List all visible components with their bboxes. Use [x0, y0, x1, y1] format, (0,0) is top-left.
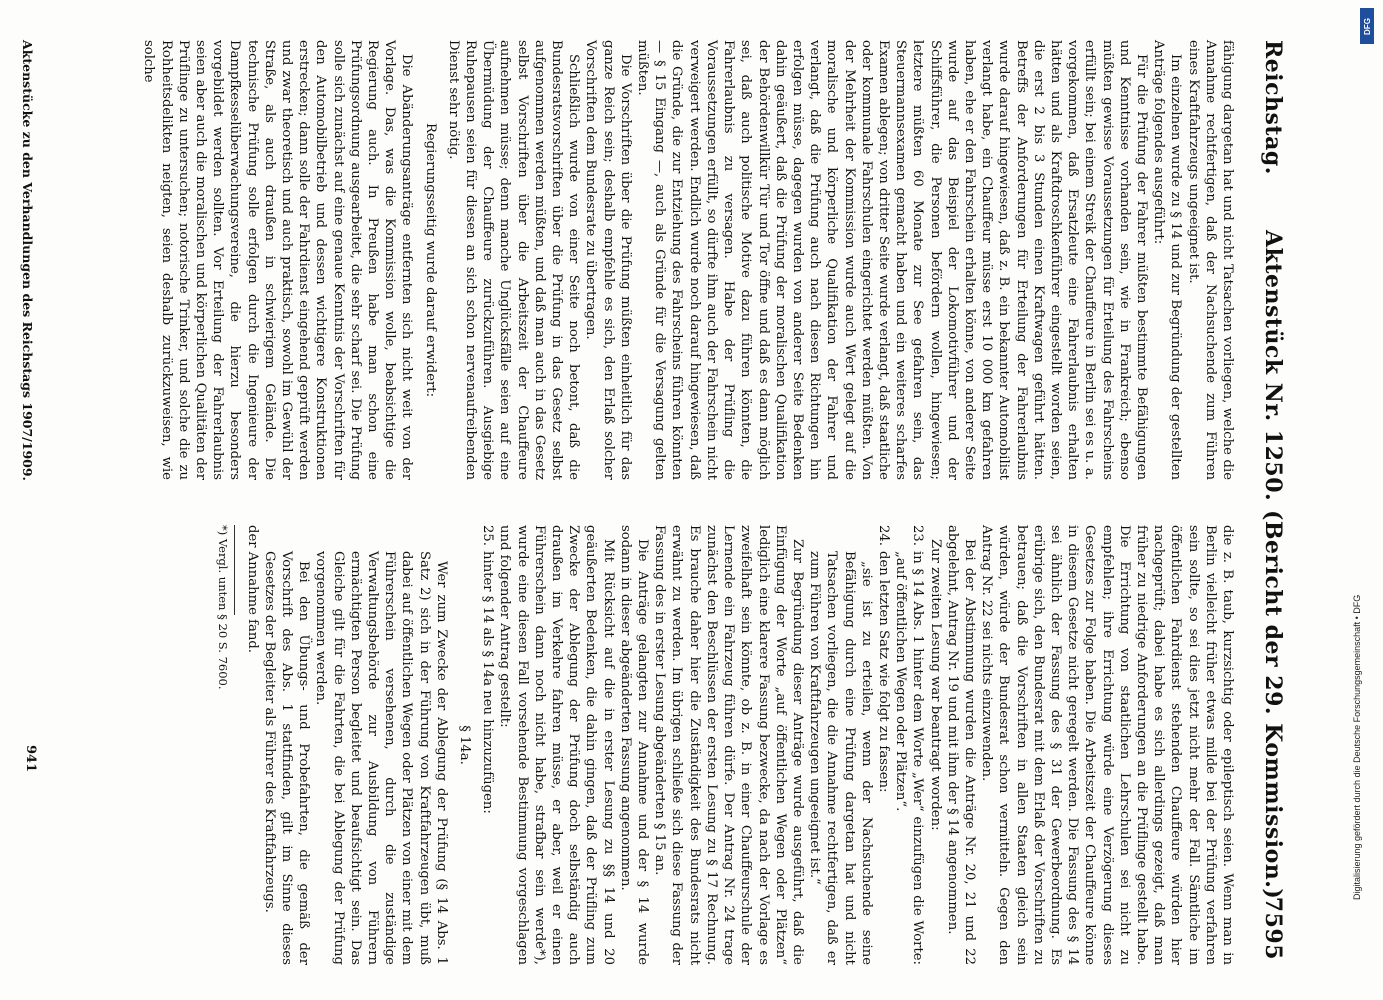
header-page-number: 7595: [1260, 896, 1286, 960]
right-paragraph: [926, 525, 943, 965]
left-paragraph: [1150, 40, 1184, 480]
right-column: [216, 525, 1236, 965]
footnote: *) Vergl. unten § 20 S. 7600.: [216, 525, 231, 690]
footer-page-number: 941: [23, 745, 38, 773]
paragraph-text: Die Anträge gelangten zur Annahme und der § 14 wurde sodann in dieser abgeänderten Fassung angenommen.: [617, 525, 651, 965]
paragraph-text: § 14a.: [457, 725, 473, 765]
paragraph-text: Im einzelnen wurde zu § 14 und zur Begründung der gestellten Anträge folgendes ausgeführt:: [1151, 40, 1184, 480]
right-paragraph: [944, 525, 978, 965]
paragraph-text: Mit Rücksicht auf die in erster Lesung zu §§ 14 und 20 geäußerten Bedenken, die dahin gingen, daß der Prüfling zum Zwecke der Ablegung der Prüfung doch selbständig auch draußen im Verkehre fahren müsse, er aber, weil er einen Führerschein dann noch nicht habe, strafbar sein werde*), wurde eine diesen Fall vorsehende Bestimmung vorgeschlagen und folgender Antrag gestellt:: [497, 525, 616, 965]
paragraph-text: den letzten Satz wie folgt zu fassen:: [875, 551, 891, 793]
item-number: 25.: [480, 525, 496, 546]
paragraph-text: hinter § 14 als § 14a neu hinzuzufügen:: [480, 551, 496, 814]
right-paragraph: [312, 525, 450, 965]
page-header: [1242, 40, 1286, 960]
footnote-rule: [234, 525, 235, 615]
right-paragraph: [892, 525, 926, 965]
header-left: Reichstag.: [1260, 40, 1286, 175]
dfg-logo: [1360, 8, 1374, 44]
paragraph-text: die z. B. taub, kurzsichtig oder epileptisch seien. Wenn man in Berlin vielleicht früher etwas milde bei der Prüfung verfahren sein sollte, so sei dies jetzt nicht mehr der Fall. Sämtliche im öffentlichen Fahrdienst stehenden Chauffeure würden hier nachgeprüft; dabei habe es sich allerdings gezeigt, daß man früher zu niedrige Anforderungen an die Prüflinge gestellt habe. Die Errichtung von staatlichen Lehrschulen sei nicht zu empfehlen; ihre Errichtung würde eine Verzögerung dieses Gesetzes zur Folge haben. Die Arbeitszeit der Chauffeure könne in diesem Gesetze nicht geregelt werden. Die Fassung des § 14 sei ähnlich der Fassung des § 31 der Gewerbeordnung. Es erübrige sich, den Bundesrat mit dem Erlaß der Vorschriften zu betrauen; daß die Vorschriften in allen Staaten gleich sein würden, würde der Bundesrat schon vermitteln. Gegen den Antrag Nr. 22 sei nichts einzuwenden.: [979, 525, 1235, 965]
paragraph-text: Bei den Übungs- und Probefahrten, die gemäß der Vorschrift des Abs. 1 stattfinden, gilt im Sinne dieses Gesetzes der Begleiter als Führer des Kraftfahrzeugs.: [261, 551, 312, 965]
left-paragraph: [582, 40, 634, 480]
paragraph-text: Wer zum Zwecke der Ablegung der Prüfung (§ 14 Abs. 1 Satz 2) sich in der Führung von Kraftfahrzeugen übt, muß dabei auf öffentlichen Wegen oder Plätzen von einer mit dem Führerschein versehenen, durch die zuständige Verwaltungsbehörde zur Ausbildung von Führern ermächtigten Person begleitet und beaufsichtigt sein. Das Gleiche gilt für die Fahrten, die bei Ablegung der Prüfung vorgenommen werden.: [313, 551, 449, 965]
paragraph-text: Schließlich wurde von einer Seite noch betont, daß die Bundesratsvorschriften über die Prüfung in das Gesetz selbst aufgenommen werden müßten, und daß man auch in das Gesetz selbst Vorschriften über die Arbeitszeit der Chauffeure aufnehmen müsse; denn manche Unglücksfälle seien auf eine Übermüdung der Chauffeure zurückzuführen. Ausgiebige Ruhepausen seien für diesen an sich schon nervenaufreibenden Dienst sehr nötig.: [445, 40, 582, 480]
right-paragraph: [875, 525, 892, 965]
header-document-number: Aktenstück Nr. 1250.: [1260, 230, 1286, 502]
footer-publication: Aktenstücke zu den Verhandlungen des Reichstags 1907/1909.: [20, 40, 35, 481]
paragraph-text: Bei der Abstimmung wurden die Anträge Nr. 20, 21 und 22 abgelehnt, Antrag Nr. 19 und mit ihm der § 14 angenommen.: [944, 525, 977, 965]
paragraph-text: fähigung dargetan hat und nicht Tatsachen vorliegen, welche die Annahme rechtfertigen, daß der Nachsuchende zum Führen eines Kraftfahrzeugs ungeeignet ist.: [1185, 40, 1235, 480]
left-paragraph: [634, 40, 1150, 480]
right-paragraph: [651, 525, 806, 965]
paragraph-text: „sie ist zu erteilen, wenn der Nachsuchende seine Befähigung durch eine Prüfung dargetan hat und nicht Tatsachen vorliegen, die die Annahme rechtfertigen, daß er zum Führen von Kraftfahrzeugen ungeeignet ist.“: [807, 551, 874, 965]
left-paragraph: [1184, 40, 1236, 480]
item-number: 24.: [875, 525, 891, 546]
paragraph-text: Zur Begründung dieser Anträge wurde ausgeführt, daß die Einfügung der Worte „auf öffentlichen Wegen oder Plätzen“ lediglich eine klarere Fassung bezwecke, da nach der Vorlage es zweifelhaft sein könnte, ob z. B. in einer Chauffeurschule der Lernende ein Fahrzeug führen dürfe. Der Antrag Nr. 24 trage zunächst den Beschlüssen der ersten Lesung zu § 17 Rechnung. Es brauche daher hier die Zuständigkeit des Bundesrats nicht erwähnt zu werden. Im übrigen schließe sich diese Fassung der Fassung des in erster Lesung abgeänderten § 15 an.: [652, 525, 805, 965]
right-paragraph: [806, 525, 875, 965]
paragraph-text: Regierungsseitig wurde darauf erwidert:: [422, 122, 438, 398]
paragraph-text: Zur zweiten Lesung war beantragt worden:: [927, 539, 943, 831]
right-paragraph: [261, 525, 313, 965]
paragraph-text: Die Vorschriften über die Prüfung müßten einheitlich für das ganze Reich sein; deshalb empfehle es sich, den Erlaß solcher Vorschriften dem Bundesrate zu übertragen.: [583, 40, 633, 480]
right-paragraph: [456, 525, 473, 965]
header-report-title: (Bericht der 29. Kommission.): [1260, 510, 1286, 900]
paragraph-text: der Annahme fand.: [244, 525, 260, 653]
dfg-logo-text: DFG: [1362, 17, 1372, 35]
digitization-note-text: Digitalisierung gefördert durch die Deutsche Forschungsgemeinschaft • DFG: [1352, 594, 1362, 900]
paragraph-text: in § 14 Abs. 1 hinter dem Worte „Wer“ einzufügen die Worte: „auf öffentlichen Wegen oder Plätzen“.: [893, 551, 926, 965]
item-number: 23.: [910, 525, 926, 546]
left-paragraph: [421, 40, 438, 480]
right-paragraph: [243, 525, 260, 965]
right-paragraph: [479, 525, 496, 965]
right-paragraph: [978, 525, 1236, 965]
paragraph-text: Für die Prüfung der Fahrer müßten bestimmte Befähigungen und Kenntnisse vorhanden sein, wie in Frankreich; ebenso müßten gewisse Voraussetzungen für Erteilung des Fahrscheins erfüllt sein; bei einem Streik der Chauffeure in Berlin sei es u. a. vorgekommen, daß Ersatzleute eine Fahrerlaubnis erhalten hätten und als Kraftdroschkenführer eingestellt worden seien, die erst 2 bis 3 Stunden einen Kraftwagen geführt hätten. Betreffs der Anforderungen für Erteilung der Fahrerlaubnis wurde darauf hingewiesen, daß z. B. ein bekannter Automobilist verlangt habe, ein Chauffeur müsse erst 10 000 km gefahren haben, ehe er den Fahrschein erhalten könne, von anderer Seite wurde auf das Beispiel der Lokomotivführer und der Schiffsführer, die Personen befördern wollen, hingewiesen; letztere müßten 60 Monate zur See gefahren sein, das Steuermannsexamen gemacht haben und ein weiteres scharfes Examen ablegen; von dritter Seite wurde verlangt, daß staatliche oder kommunale Fahrschulen eingerichtet werden müßten. Von der Mehrheit der Kommission wurde auch Wert gelegt auf die moralische und körperliche Qualifikation der Fahrer und verlangt, daß die Prüfung auch nach diesen Richtungen hin erfolgen müsse, dagegen wurden von anderer Seite Bedenken dahin geäußert, daß die Prüfung der moralischen Qualifikation der Behördenwillkür Tür und Tor öffne und daß es dann möglich sei, daß auch politische Motive dazu führen könnten, die Fahrerlaubnis zu versagen. Habe der Prüfling die Voraussetzungen erfüllt, so dürfte ihm auch der Fahrschein nicht verweigert werden. Endlich wurde noch darauf hingewiesen, daß die Gründe, die zur Entziehung des Fahrscheins führen könnten — § 15 Eingang —, auch als Gründe für die Versagung gelten müßten.: [635, 40, 1149, 480]
left-paragraph: [445, 40, 583, 480]
right-paragraph: [496, 525, 616, 965]
paragraph-text: Die Abänderungsanträge entfernten sich nicht weit von der Vorlage. Das, was die Kommission wolle, beabsichtige die Regierung auch. In Preußen habe man schon eine Prüfungsordnung ausgearbeitet, die sehr scharf sei. Die Prüfung solle sich zunächst auf eine genaue Kenntnis der Vorschriften für den Automobilbetrieb und dessen wichtigere Konstruktionen erstrecken; dann solle der Fahrdienst eingehend geprüft werden und zwar theoretisch und auch praktisch, sowohl im Gewühl der Straße, als auch draußen in schwierigem Gelände. Die technische Prüfung solle erfolgen durch die Ingenieure der Dampfkesselüberwachungsvereine, die hierzu besonders vorgebildet werden sollten. Vor Erteilung der Fahrerlaubnis seien aber auch die moralischen und körperlichen Qualitäten der Prüflinge zu untersuchen; notorische Trinker, und solche die zu Rohheitsdelikten neigten, seien deshalb zurückzuweisen, wie solche: [141, 40, 415, 480]
left-paragraph: [140, 40, 415, 480]
left-column: [140, 40, 1236, 480]
right-paragraph: [617, 525, 651, 965]
